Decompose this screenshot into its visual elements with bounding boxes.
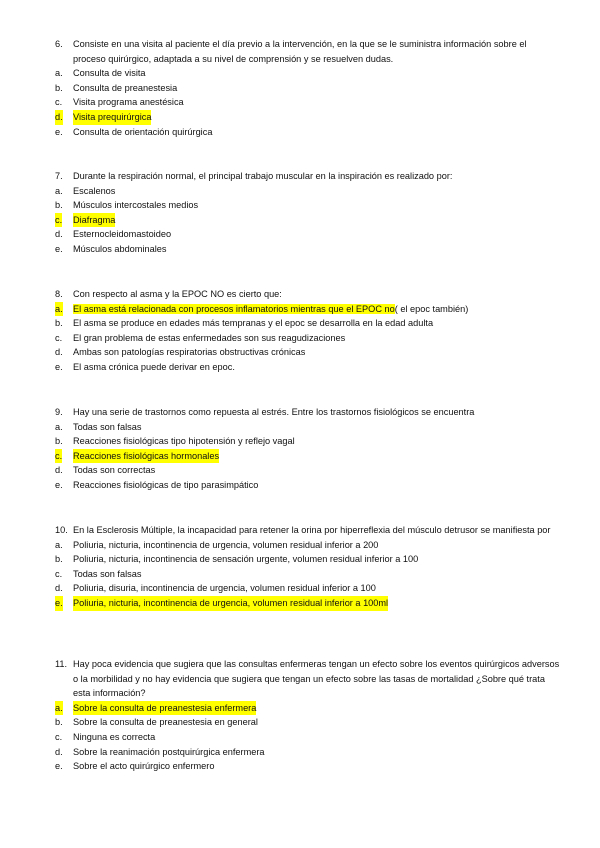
question-text: Hay una serie de trastornos como repuesta al estrés. Entre los trastornos fisiológicos se encuentra	[73, 407, 475, 417]
option-b: b. Consulta de preanestesia	[55, 82, 178, 93]
question-8	[55, 287, 560, 375]
question-stem	[55, 169, 560, 184]
option-a: a. Todas son falsas	[55, 421, 142, 432]
question-number: 11.	[55, 659, 68, 669]
question-number: 9.	[55, 407, 63, 417]
question-text: En la Esclerosis Múltiple, la incapacidad para retener la orina por hiperreflexia del músculo detrusor se manifiesta por	[73, 525, 551, 535]
option-e: e. Sobre el acto quirúrgico enfermero	[55, 761, 215, 772]
option-b: b. Músculos intercostales medios	[55, 200, 199, 211]
question-stem	[55, 405, 560, 420]
option-e: e. El asma crónica puede derivar en epoc.	[55, 361, 235, 372]
option-c: c. Ninguna es correcta	[55, 731, 156, 742]
option-d: d. Ambas son patologías respiratorias obstructivas crónicas	[55, 347, 306, 358]
question-number: 8.	[55, 289, 63, 299]
question-9	[55, 405, 560, 493]
option-e: e. Reacciones fisiológicas de tipo parasimpático	[55, 479, 259, 490]
question-10	[55, 523, 560, 611]
question-stem	[55, 657, 560, 701]
question-text: Consiste en una visita al paciente el día previo a la intervención, en la que se le suministra información sobre el proceso quirúrgico, adaptada a su nivel de comprensión y se resuelven dudas.	[73, 39, 527, 64]
option-a-correct: a. El asma está relacionada con procesos inflamatorios mientras que el EPOC no( el epoc también)	[55, 302, 560, 317]
option-e-correct: e. Poliuria, nicturia, incontinencia de urgencia, volumen residual inferior a 100ml	[55, 596, 560, 611]
option-b: b. El asma se produce en edades más tempranas y el epoc se desarrolla en la edad adulta	[55, 318, 434, 329]
option-d: d. Poliuria, disuria, incontinencia de urgencia, volumen residual inferior a 100	[55, 583, 376, 594]
option-c-correct: c. Reacciones fisiológicas hormonales	[55, 449, 560, 464]
option-c: c. Visita programa anestésica	[55, 97, 184, 108]
option-a: a. Poliuria, nicturia, incontinencia de urgencia, volumen residual inferior a 200	[55, 539, 379, 550]
question-stem	[55, 287, 560, 302]
option-a: a. Consulta de visita	[55, 68, 146, 79]
option-d: d. Todas son correctas	[55, 465, 156, 476]
option-c: c. Todas son falsas	[55, 568, 142, 579]
question-6	[55, 37, 560, 139]
option-e: e. Músculos abdominales	[55, 243, 167, 254]
question-7	[55, 169, 560, 257]
option-c-correct: c. Diafragma	[55, 213, 560, 228]
option-c: c. El gran problema de estas enfermedades son sus reagudizaciones	[55, 332, 346, 343]
question-number: 6.	[55, 39, 63, 49]
option-a: a. Escalenos	[55, 185, 116, 196]
option-e: e. Consulta de orientación quirúrgica	[55, 126, 213, 137]
question-11	[55, 657, 560, 774]
question-stem	[55, 37, 560, 66]
option-d: d. Sobre la reanimación postquirúrgica enfermera	[55, 746, 265, 757]
option-d: d. Esternocleidomastoideo	[55, 229, 172, 240]
question-stem	[55, 523, 560, 538]
question-number: 7.	[55, 171, 63, 181]
option-a-correct: a. Sobre la consulta de preanestesia enfermera	[55, 701, 560, 716]
option-d-correct: d. Visita prequirúrgica	[55, 110, 560, 125]
option-b: b. Reacciones fisiológicas tipo hipotensión y reflejo vagal	[55, 436, 295, 447]
question-text: Durante la respiración normal, el principal trabajo muscular en la inspiración es realizado por:	[73, 171, 453, 181]
option-b: b. Poliuria, nicturia, incontinencia de sensación urgente, volumen residual inferior a 100	[55, 554, 419, 565]
question-text: Hay poca evidencia que sugiera que las consultas enfermeras tengan un efecto sobre los eventos quirúrgicos adversos o la morbilidad y no hay evidencia que sugiera que tengan un efecto sobre las tasas de mortalidad ¿Sobre qué trata esta información?	[73, 659, 560, 699]
question-text: Con respecto al asma y la EPOC NO es cierto que:	[73, 289, 282, 299]
option-b: b. Sobre la consulta de preanestesia en general	[55, 717, 258, 728]
question-number: 10.	[55, 525, 68, 535]
